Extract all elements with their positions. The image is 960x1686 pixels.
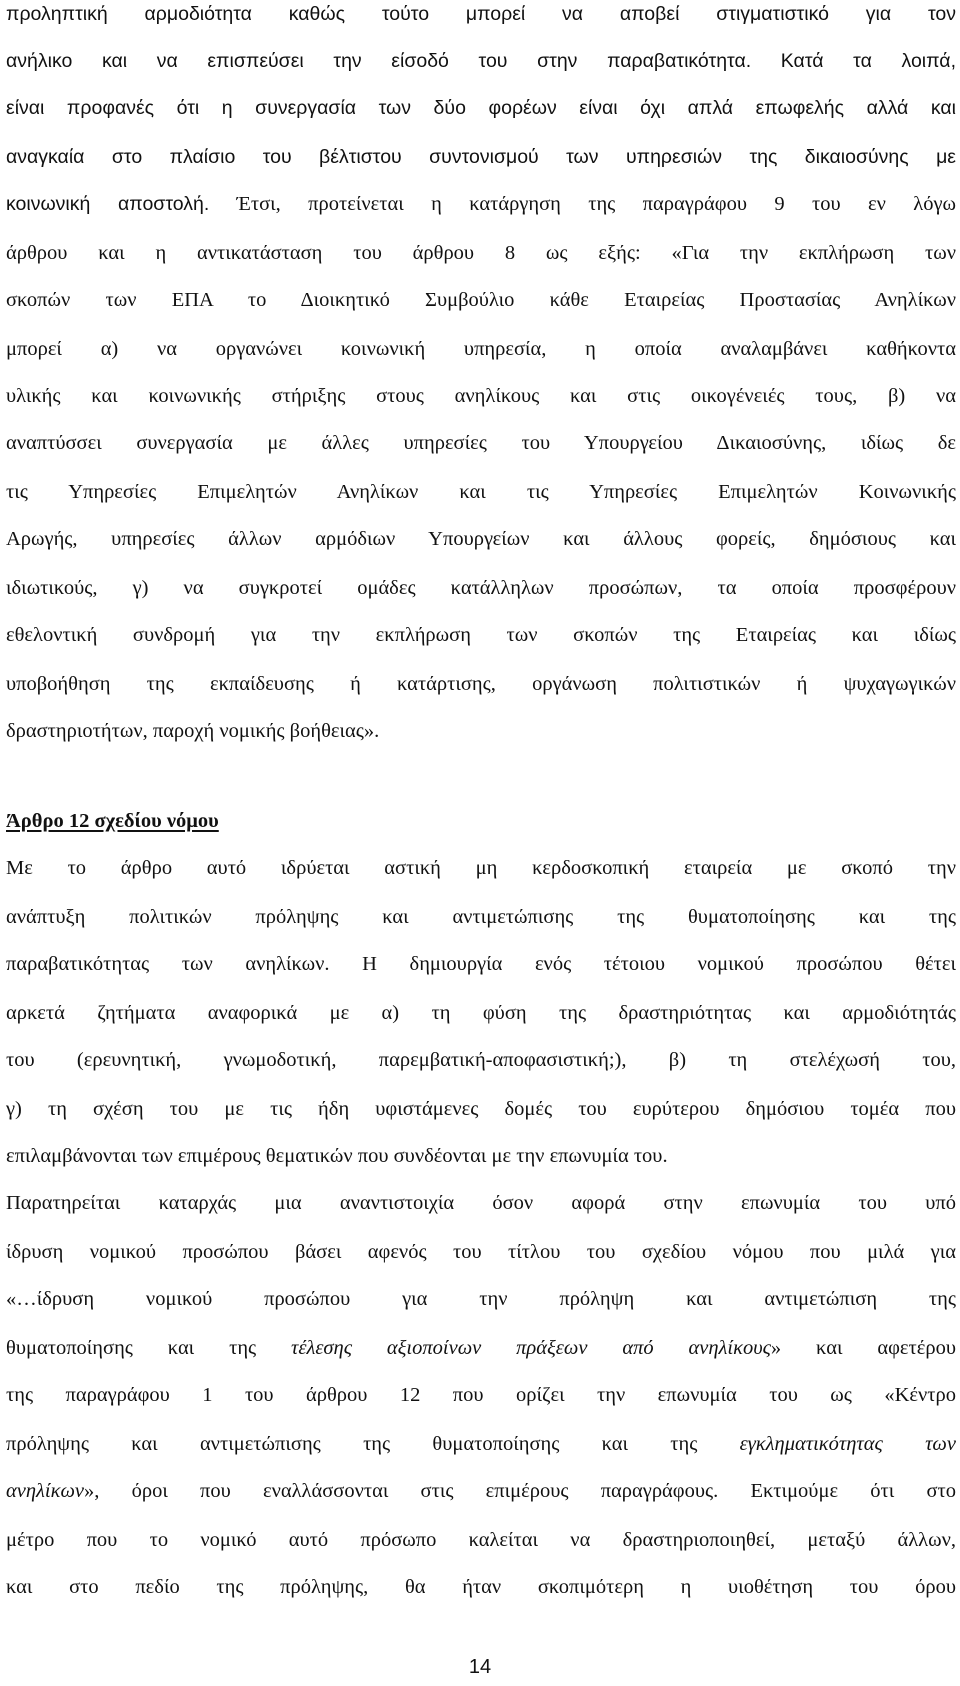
text-segment: κοινωνική αποστολή. xyxy=(6,193,210,215)
text-line: Με το άρθρο αυτό ιδρύεται αστική μη κερδοσκοπική εταιρεία με σκοπό την xyxy=(6,857,956,879)
text-line xyxy=(6,1325,956,1371)
text-line: Παρατηρείται καταρχάς μια αναντιστοιχία όσον αφορά στην επωνυμία του υπό xyxy=(6,1192,956,1214)
text-line xyxy=(6,181,956,227)
text-line: του (ερευνητική, γνωμοδοτική, παρεμβατική-αποφασιστική;), β) τη στελέχωσή του, xyxy=(6,1049,956,1071)
text-line: υλικής και κοινωνικής στήριξης στους ανηλίκους και στις οικογένειές τους, β) να xyxy=(6,385,956,407)
text-line: ανάπτυξη πολιτικών πρόληψης και αντιμετώπισης της θυματοποίησης και της xyxy=(6,906,956,928)
text-line: είναι προφανές ότι η συνεργασία των δύο φορέων είναι όχι απλά επωφελής αλλά και xyxy=(6,97,956,119)
text-line: ανήλικο και να επισπεύσει την είσοδό του στην παραβατικότητα. Κατά τα λοιπά, xyxy=(6,50,956,72)
text-line: ίδρυση νομικού προσώπου βάσει αφενός του τίτλου του σχεδίου νόμου που μιλά για xyxy=(6,1241,956,1263)
text-line: εθελοντική συνδρομή για την εκπλήρωση των σκοπών της Εταιρείας και ιδίως xyxy=(6,624,956,646)
italic-text: εγκληματικότητας των xyxy=(739,1433,956,1455)
section-heading: Άρθρο 12 σχεδίου νόμου xyxy=(6,810,219,832)
text-line: προληπτική αρμοδιότητα καθώς τούτο μπορεί να αποβεί στιγματιστικό για τον xyxy=(6,3,956,25)
text-line: μέτρο που το νομικό αυτό πρόσωπο καλείται να δραστηριοποιηθεί, μεταξύ άλλων, xyxy=(6,1529,956,1551)
text-line xyxy=(6,1468,956,1514)
text-line: υποβοήθηση της εκπαίδευσης ή κατάρτισης, οργάνωση πολιτιστικών ή ψυχαγωγικών xyxy=(6,673,956,695)
text-line: τις Υπηρεσίες Επιμελητών Ανηλίκων και τις Υπηρεσίες Επιμελητών Κοινωνικής xyxy=(6,481,956,503)
italic-text: ανηλίκων xyxy=(6,1480,85,1502)
text-segment: θυματοποίησης και της xyxy=(6,1337,292,1359)
text-segment: » και αφετέρου xyxy=(770,1337,956,1359)
text-line: αναγκαία στο πλαίσιο του βέλτιστου συντονισμού των υπηρεσιών της δικαιοσύνης με xyxy=(6,146,956,168)
text-line: δραστηριοτήτων, παροχή νομικής βοήθειας». xyxy=(6,720,380,742)
text-line: και στο πεδίο της πρόληψης, θα ήταν σκοπιμότερη η υιοθέτηση του όρου xyxy=(6,1576,956,1598)
text-line: ιδιωτικούς, γ) να συγκροτεί ομάδες κατάλληλων προσώπων, τα οποία προσφέρουν xyxy=(6,577,956,599)
text-segment: Έτσι, προτείνεται η κατάργηση της παραγράφου 9 του εν λόγω xyxy=(209,193,956,215)
text-line: αρκετά ζητήματα αναφορικά με α) τη φύση της δραστηριότητας και αρμοδιότητάς xyxy=(6,1002,956,1024)
text-line: παραβατικότητας των ανηλίκων. Η δημιουργία ενός τέτοιου νομικού προσώπου θέτει xyxy=(6,953,956,975)
text-line: σκοπών των ΕΠΑ το Διοικητικό Συμβούλιο κάθε Εταιρείας Προστασίας Ανηλίκων xyxy=(6,289,956,311)
text-line: γ) τη σχέση του με τις ήδη υφιστάμενες δομές του ευρύτερου δημόσιου τομέα που xyxy=(6,1098,956,1120)
text-line: επιλαμβάνονται των επιμέρους θεματικών που συνδέονται με την επωνυμία του. xyxy=(6,1145,668,1167)
text-line: μπορεί α) να οργανώνει κοινωνική υπηρεσία, η οποία αναλαμβάνει καθήκοντα xyxy=(6,338,956,360)
text-line: Αρωγής, υπηρεσίες άλλων αρμόδιων Υπουργείων και άλλους φορείς, δημόσιους και xyxy=(6,528,956,550)
text-segment: », όροι που εναλλάσσονται στις επιμέρους παραγράφους. Εκτιμούμε ότι στο xyxy=(84,1480,956,1502)
text-line: άρθρου και η αντικατάσταση του άρθρου 8 ως εξής: «Για την εκπλήρωση των xyxy=(6,242,956,264)
text-line: αναπτύσσει συνεργασία με άλλες υπηρεσίες του Υπουργείου Δικαιοσύνης, ιδίως δε xyxy=(6,432,956,454)
text-line xyxy=(6,1421,956,1467)
text-segment: πρόληψης και αντιμετώπισης της θυματοποίησης και της xyxy=(6,1433,740,1455)
italic-text: τέλεσης αξιοποίνων πράξεων από ανηλίκους xyxy=(291,1337,771,1359)
page-number: 14 xyxy=(468,1656,492,1678)
text-line: «…ίδρυση νομικού προσώπου για την πρόληψη και αντιμετώπιση της xyxy=(6,1288,956,1310)
text-line: της παραγράφου 1 του άρθρου 12 που ορίζει την επωνυμία του ως «Κέντρο xyxy=(6,1384,956,1406)
